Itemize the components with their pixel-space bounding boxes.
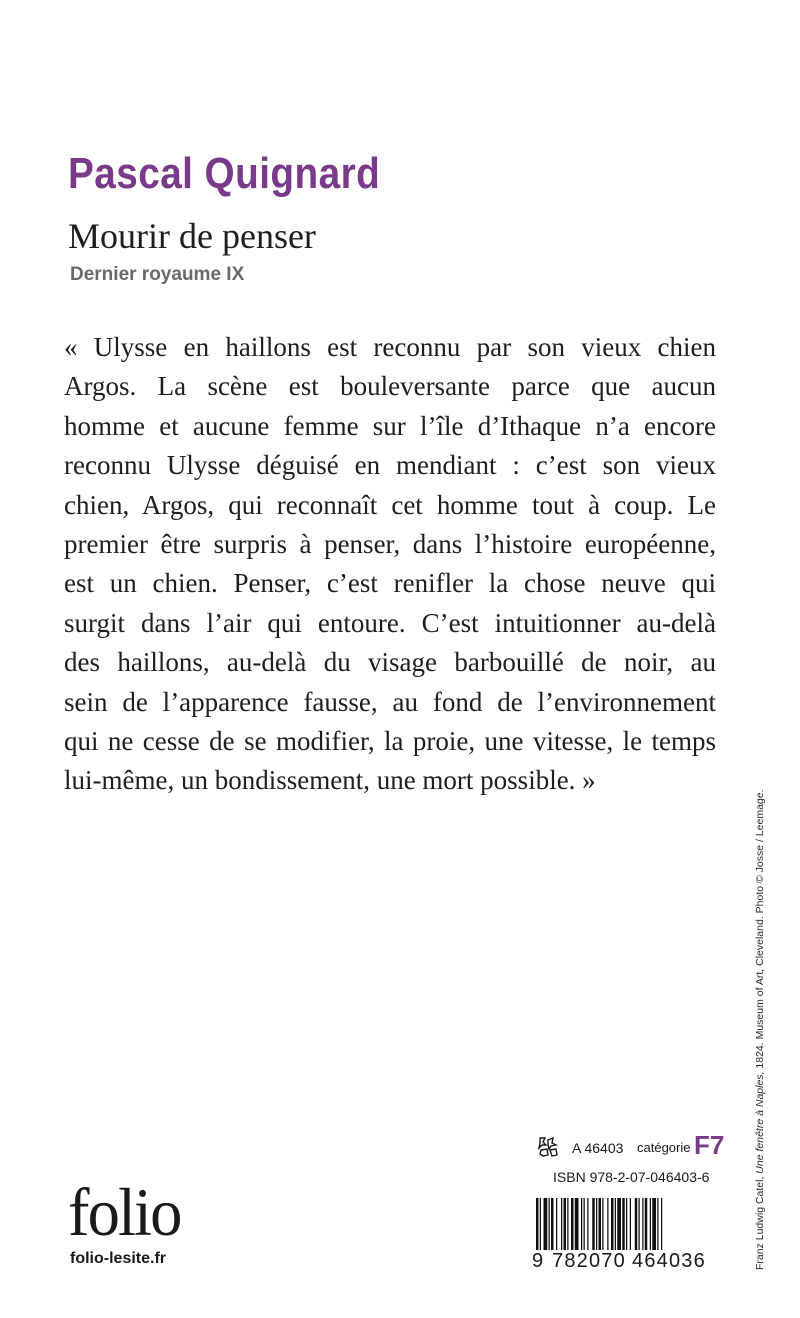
barcode-bar bbox=[622, 1198, 625, 1250]
barcode-bar bbox=[567, 1198, 568, 1250]
barcode-bar bbox=[592, 1198, 595, 1250]
quote-line: Argos. La scène est bouleversante parce que aucun bbox=[64, 371, 716, 402]
catalog-code bbox=[536, 1130, 725, 1160]
barcode-bar bbox=[599, 1198, 602, 1250]
barcode-bar bbox=[581, 1198, 582, 1250]
barcode-first-digit: 9 bbox=[532, 1250, 545, 1272]
quote-line: lui-même, un bondissement, une mort possible. » bbox=[64, 765, 596, 796]
barcode-bar bbox=[584, 1198, 585, 1250]
barcode-bar bbox=[657, 1198, 658, 1250]
barcode-bar bbox=[551, 1198, 554, 1250]
barcode-bar bbox=[536, 1198, 539, 1250]
category-code: F7 bbox=[694, 1130, 725, 1160]
series-title: Dernier royaume IX bbox=[70, 264, 245, 285]
barcode-bar bbox=[626, 1198, 627, 1250]
barcode-bar bbox=[635, 1198, 638, 1250]
back-cover-quote bbox=[64, 328, 716, 801]
category-label: catégorie bbox=[637, 1140, 691, 1155]
credit-rest: 1824. Museum of Art, Cleveland. Photo © Josse / Leemage. bbox=[754, 789, 766, 1069]
quote-line: homme et aucune femme sur l’île d’Ithaque n’a encore bbox=[64, 410, 716, 441]
quote-line: reconnu Ulysse déguisé en mendiant : c’est son vieux bbox=[64, 450, 716, 481]
barcode-bar bbox=[575, 1198, 579, 1250]
quote-line: des haillons, au-delà du visage barbouillé de noir, au bbox=[64, 647, 716, 678]
barcode-bar bbox=[607, 1198, 608, 1250]
barcode-bar bbox=[571, 1198, 574, 1250]
barcode-bar bbox=[549, 1198, 550, 1250]
quote-line: premier être surpris à penser, dans l’histoire européenne, bbox=[64, 529, 716, 560]
publisher-website[interactable]: folio-lesite.fr bbox=[70, 1250, 167, 1267]
credit-work: Une fenêtre à Naples, bbox=[754, 1071, 766, 1174]
barcode-bar bbox=[661, 1198, 662, 1250]
barcode-bar bbox=[596, 1198, 597, 1250]
barcode-right-group: 464036 bbox=[632, 1250, 706, 1272]
barcode-left-group: 782070 bbox=[552, 1250, 626, 1272]
quote-line: sein de l’apparence fausse, au fond de l’environnement bbox=[64, 686, 716, 717]
barcode-digits bbox=[532, 1250, 718, 1274]
barcode-bar bbox=[540, 1198, 541, 1250]
book-title: Mourir de penser bbox=[68, 216, 316, 256]
barcode-bar bbox=[645, 1198, 648, 1250]
quote-line: qui ne cesse de se modifier, la proie, une vitesse, le temps bbox=[64, 726, 716, 757]
quote-line: surgit dans l’air qui entoure. C’est intuitionner au-delà bbox=[64, 607, 716, 638]
catalog-number: A 46403 bbox=[572, 1140, 624, 1156]
barcode-bar bbox=[561, 1198, 562, 1250]
barcode-bar bbox=[602, 1198, 603, 1250]
barcode-bar bbox=[652, 1198, 656, 1250]
barcode bbox=[532, 1198, 718, 1250]
credit-artist: Franz Ludwig Catel, bbox=[754, 1176, 766, 1270]
gallimard-icon bbox=[536, 1136, 560, 1158]
isbn-number: ISBN 978-2-07-046403-6 bbox=[553, 1169, 710, 1185]
barcode-bar bbox=[650, 1198, 651, 1250]
barcode-bar bbox=[615, 1198, 616, 1250]
barcode-bar bbox=[556, 1198, 557, 1250]
barcode-bar bbox=[611, 1198, 614, 1250]
author-name: Pascal Quignard bbox=[68, 149, 381, 198]
barcode-bar bbox=[544, 1198, 548, 1250]
quote-line: est un chien. Penser, c’est renifler la chose neuve qui bbox=[64, 568, 716, 599]
folio-logo: folio bbox=[68, 1174, 181, 1250]
cover-image-credit bbox=[754, 710, 766, 1270]
barcode-bar bbox=[630, 1198, 631, 1250]
quote-line: chien, Argos, qui reconnaît cet homme tout à coup. Le bbox=[64, 489, 716, 520]
quote-line: « Ulysse en haillons est reconnu par son vieux chien bbox=[64, 332, 716, 362]
barcode-bar bbox=[564, 1198, 567, 1250]
barcode-bar bbox=[639, 1198, 640, 1250]
barcode-bar bbox=[617, 1198, 621, 1250]
barcode-bar bbox=[642, 1198, 643, 1250]
barcode-bar bbox=[587, 1198, 588, 1250]
